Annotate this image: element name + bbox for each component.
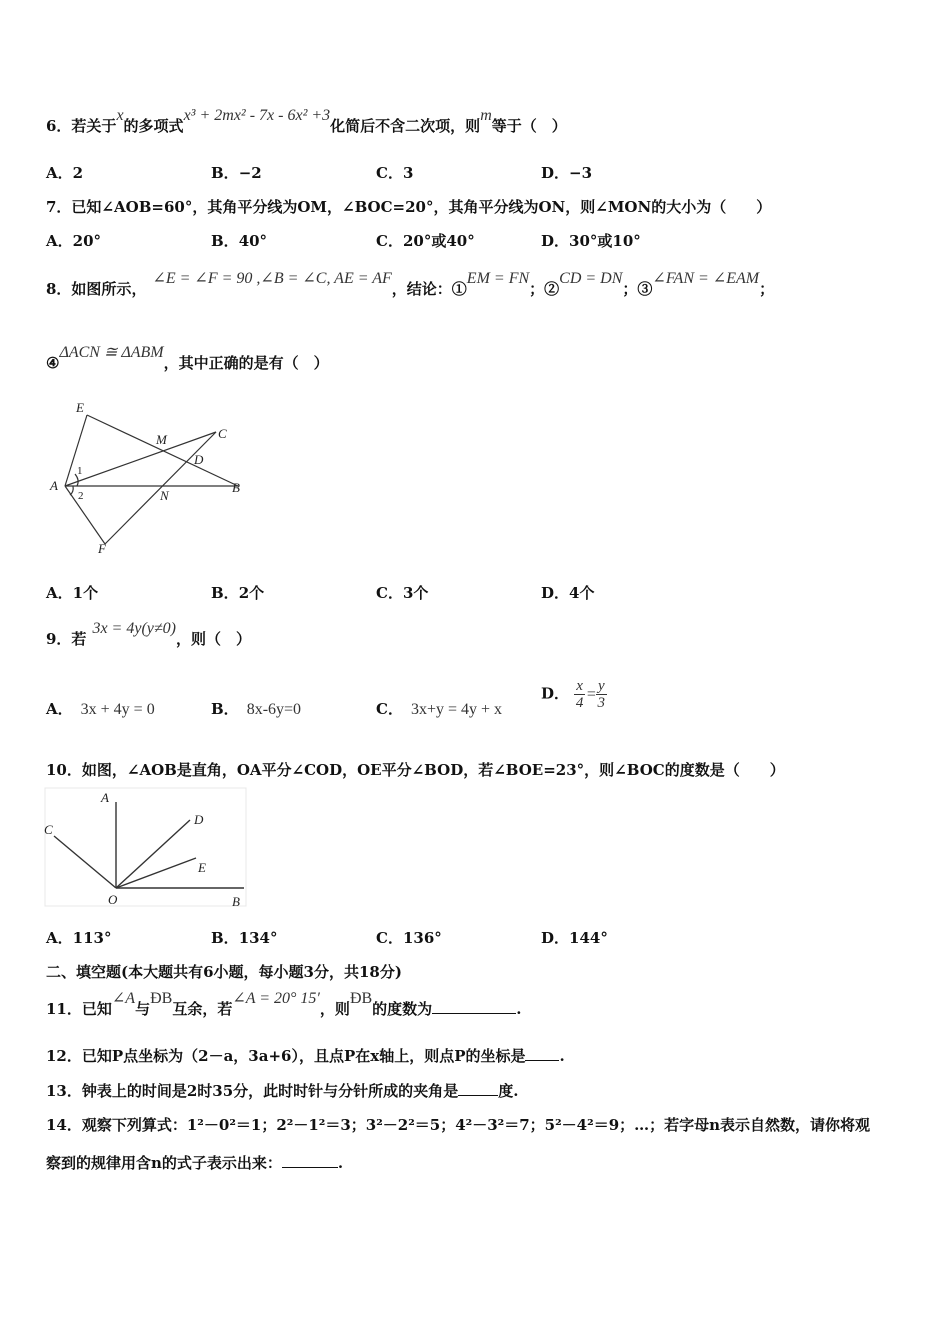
q8-label-d: D: [194, 452, 204, 467]
q8-given: ∠E = ∠F = 90 ,∠B = ∠C, AE = AF: [152, 270, 392, 287]
q9-condition: 3x = 4y(y≠0): [92, 620, 176, 637]
q13-answer-blank[interactable]: [458, 1095, 498, 1096]
q6-var-x: x: [116, 107, 124, 124]
q8-option-b[interactable]: B．2个: [211, 584, 265, 602]
q14-answer-blank[interactable]: [282, 1167, 338, 1168]
q10-option-b[interactable]: B．134°: [211, 929, 278, 947]
q10-option-d[interactable]: D．144°: [541, 929, 608, 947]
q8-conclusion-3: ∠FAN = ∠EAM: [652, 270, 760, 287]
q8-label-a: A: [50, 478, 58, 493]
q10-ray-oe: [116, 858, 196, 888]
q9-option-a[interactable]: A． 3x + 4y = 0: [46, 700, 155, 718]
q8-label-m: M: [156, 432, 167, 447]
q8-option-c[interactable]: C．3个: [376, 584, 429, 602]
q8-label-c: C: [218, 426, 227, 441]
q14-stem-line2: 察到的规律用含n的式子表示出来： .: [46, 1154, 344, 1172]
q7-option-a[interactable]: A．20°: [46, 232, 102, 250]
section-title: 二、填空题(本大题共有6小题，每小题3分，共18分): [46, 963, 402, 981]
q8-option-a[interactable]: A．1个: [46, 584, 99, 602]
q8-label-n: N: [160, 488, 169, 503]
q10-label-b: B: [232, 894, 240, 909]
q8-label-e: E: [76, 400, 84, 415]
q8-label-f: F: [98, 541, 106, 556]
q6-var-m: m: [480, 107, 492, 124]
q9-option-d-fraction-2: $\frac{y}{3}$: [597, 678, 606, 711]
q9-stem: 9．若3x = 4y(y≠0)，则（ ）: [46, 620, 251, 648]
q8-figure: [44, 398, 254, 558]
q8-stem-line1: 8．如图所示，∠E = ∠F = 90 ,∠B = ∠C, AE = AF，结论：①EM = FN；②CD = DN；③∠FAN = ∠EAM；: [46, 270, 775, 298]
q12-answer-blank[interactable]: [525, 1060, 559, 1061]
q9-option-d[interactable]: D． $\frac{x}{4}$ = $\frac{y}{3}$: [541, 678, 606, 711]
q9-option-d-fraction-1: $\frac{x}{4}$: [575, 678, 584, 711]
q8-label-b: B: [232, 480, 240, 495]
q14-stem-line1: 14．观察下列算式：1²－0²＝1；2²－1²＝3；3²－2²＝5；4²－3²＝7；5²－4²＝9；…；若字母n表示自然数，请你将观: [46, 1116, 871, 1134]
q8-conclusion-4: ΔACN ≅ ΔABM: [59, 344, 164, 361]
q6-option-a[interactable]: A．2: [46, 164, 84, 182]
q11-angle-b-2: ÐB: [349, 990, 373, 1007]
q11-given: ∠A = 20° 15′: [232, 990, 320, 1007]
q6-option-b[interactable]: B．−2: [211, 164, 262, 182]
q6-option-c[interactable]: C．3: [376, 164, 414, 182]
q13-stem: 13．钟表上的时间是2时35分，此时时针与分针所成的夹角是 度.: [46, 1082, 519, 1100]
q8-label-angle-2: 2: [78, 490, 84, 502]
q11-angle-b: ÐB: [150, 990, 173, 1007]
q10-ray-od: [116, 820, 190, 888]
q11-stem: 11．已知∠A与ÐB互余，若∠A = 20° 15′，则ÐB的度数为 .: [46, 990, 522, 1018]
q8-option-d[interactable]: D．4个: [541, 584, 595, 602]
q10-figure: [40, 786, 250, 912]
q10-ray-oc: [54, 836, 116, 888]
q10-option-a[interactable]: A．113°: [46, 929, 112, 947]
q10-label-e: E: [198, 860, 206, 875]
q7-stem: 7．已知∠AOB=60°，其角平分线为OM，∠BOC=20°，其角平分线为ON，则∠MON的大小为（ ）: [46, 198, 772, 216]
q12-stem: 12．已知P点坐标为（2－a，3a+6），且点P在x轴上，则点P的坐标是 .: [46, 1047, 565, 1065]
q7-option-b[interactable]: B．40°: [211, 232, 268, 250]
q6-polynomial: x³ + 2mx² - 7x - 6x² +3: [183, 107, 331, 124]
q10-option-c[interactable]: C．136°: [376, 929, 442, 947]
q8-label-angle-1: 1: [77, 465, 83, 477]
q7-option-d[interactable]: D．30°或10°: [541, 232, 641, 250]
q7-option-c[interactable]: C．20°或40°: [376, 232, 475, 250]
q9-option-b[interactable]: B． 8x-6y=0: [211, 700, 302, 718]
q11-answer-blank[interactable]: [432, 1013, 516, 1014]
q10-label-o: O: [108, 892, 118, 907]
q10-label-a: A: [101, 790, 109, 805]
q10-label-c: C: [44, 822, 53, 837]
q8-stem-line2: ④ΔACN ≅ ΔABM，其中正确的是有（ ）: [46, 344, 329, 372]
q8-conclusion-1: EM = FN: [466, 270, 530, 287]
q6-stem: 6．若关于x的多项式x³ + 2mx² - 7x - 6x² +3化简后不含二次项，则m等于（ ）: [46, 107, 567, 135]
q10-stem: 10．如图，∠AOB是直角，OA平分∠COD，OE平分∠BOD，若∠BOE=23°，则∠BOC的度数是（ ）: [46, 761, 785, 779]
q6-option-d[interactable]: D．−3: [541, 164, 593, 182]
q11-angle-a: ∠A: [111, 990, 136, 1007]
q10-label-d: D: [194, 812, 204, 827]
q8-conclusion-2: CD = DN: [559, 270, 623, 287]
q9-option-c[interactable]: C． 3x+y = 4y + x: [376, 700, 503, 718]
